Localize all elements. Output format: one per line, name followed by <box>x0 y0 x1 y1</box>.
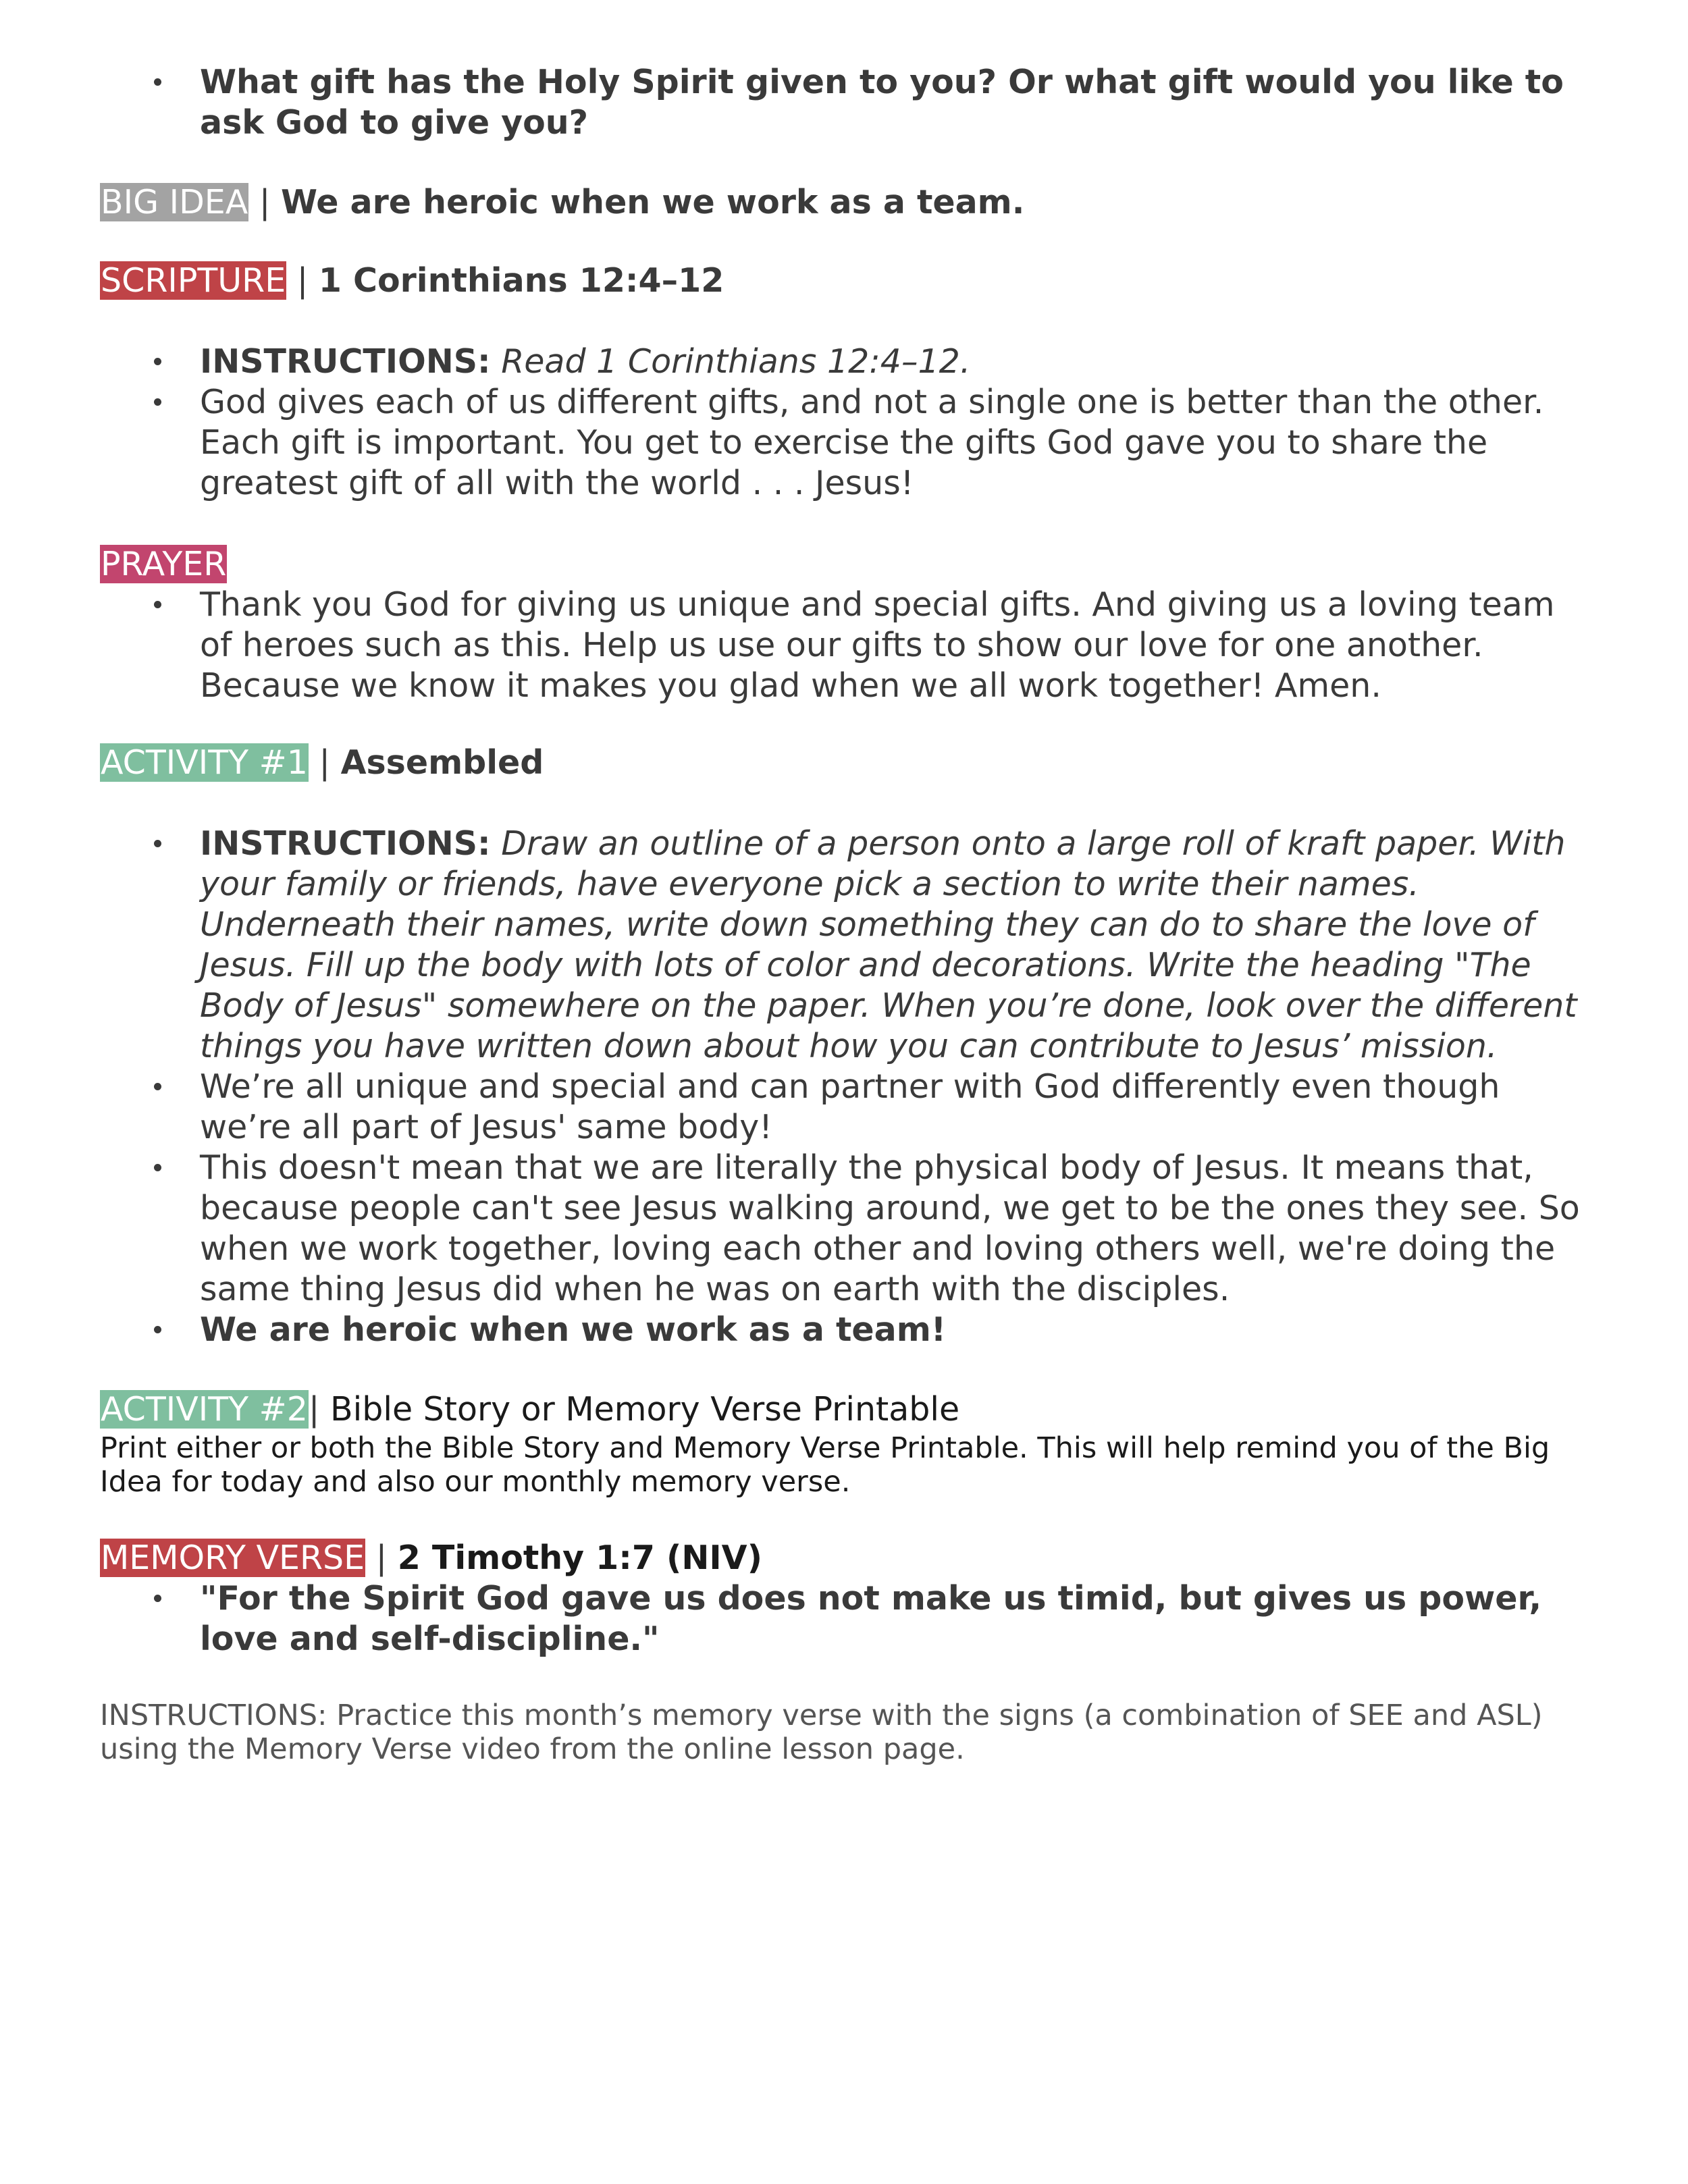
separator: | <box>308 1390 320 1429</box>
memory-verse-heading <box>100 1538 762 1578</box>
prayer-label: PRAYER <box>101 545 227 583</box>
activity1-big-idea: We are heroic when we work as a team! <box>200 1310 947 1349</box>
activity1-heading <box>100 743 544 783</box>
big-idea-text: We are heroic when we work as a team. <box>280 183 1025 221</box>
bullet-icon <box>154 78 161 86</box>
list-item <box>100 342 1592 382</box>
list-item <box>100 382 1592 504</box>
big-idea-heading <box>100 182 1024 223</box>
memory-verse-label: MEMORY VERSE <box>101 1539 365 1577</box>
list-item <box>100 1578 1592 1659</box>
activity1-unique-text: We’re all unique and special and can partner with God differently even though we’re all part of Jesus' same body! <box>200 1067 1500 1146</box>
scripture-body: God gives each of us different gifts, and not a single one is better than the other. Each gift is important. You get to exercise the gifts God gave you to share the greatest gift of all with the world . . . Jesus! <box>200 383 1544 502</box>
list-item <box>100 585 1592 706</box>
activity1-title: Assembled <box>340 743 544 782</box>
activity2-text: Print either or both the Bible Story and Memory Verse Printable. This will help remind you of the Big Idea for today and also our monthly memory verse. <box>100 1431 1550 1499</box>
separator: | <box>296 261 309 300</box>
bullet-icon <box>154 1595 161 1602</box>
prayer-heading <box>100 544 227 585</box>
scripture-label: SCRIPTURE <box>101 261 286 300</box>
instructions-lead: INSTRUCTIONS: <box>200 342 491 381</box>
gift-question: What gift has the Holy Spirit given to you? Or what gift would you like to ask God to give you? <box>200 63 1564 142</box>
activity1-body-text: This doesn't mean that we are literally the physical body of Jesus. It means that, because people can't see Jesus walking around, we get to be the ones they see. So when we work together, loving each other and loving others well, we're doing the same thing Jesus did when he was on earth with the disciples. <box>200 1148 1580 1308</box>
bullet-icon <box>154 358 161 365</box>
memory-verse-list <box>100 1578 1592 1659</box>
memory-verse-reference: 2 Timothy 1:7 (NIV) <box>397 1539 762 1577</box>
activity2-label: ACTIVITY #2 <box>101 1390 308 1429</box>
bullet-icon <box>154 1164 161 1171</box>
activity2-title: Bible Story or Memory Verse Printable <box>330 1390 960 1429</box>
activity1-list <box>100 824 1592 1350</box>
prayer-list <box>100 585 1592 706</box>
scripture-reference: 1 Corinthians 12:4–12 <box>318 261 724 300</box>
activity2-heading <box>100 1389 959 1430</box>
question-list <box>100 62 1592 143</box>
memory-verse-text: "For the Spirit God gave us does not make us timid, but gives us power, love and self-discipline." <box>200 1579 1542 1658</box>
closing-instructions: INSTRUCTIONS: Practice this month’s memory verse with the signs (a combination of SEE and ASL) using the Memory Verse video from the online lesson page. <box>100 1699 1543 1766</box>
bullet-icon <box>154 398 161 406</box>
prayer-text: Thank you God for giving us unique and special gifts. And giving us a loving team of heroes such as this. Help us use our gifts to show our love for one another. Because we know it makes you glad when we all work together! Amen. <box>200 585 1555 705</box>
activity1-label: ACTIVITY #1 <box>101 743 308 782</box>
scripture-heading <box>100 261 724 301</box>
activity1-instructions: Draw an outline of a person onto a large roll of kraft paper. With your family or friends, have everyone pick a section to write their names. Underneath their names, write down something they can do to share the love of Jesus. Fill up the body with lots of color and decorations. Write the heading "The Body of Jesus" somewhere on the paper. When you’re done, look over the different things you have written down about how you can contribute to Jesus’ mission. <box>200 824 1577 1065</box>
list-item <box>100 62 1592 143</box>
instructions-lead: INSTRUCTIONS: <box>200 824 491 863</box>
separator: | <box>319 743 330 782</box>
separator: | <box>259 183 271 221</box>
separator: | <box>375 1539 388 1577</box>
list-item <box>100 824 1592 1067</box>
bullet-icon <box>154 601 161 608</box>
bullet-icon <box>154 840 161 847</box>
big-idea-label: BIG IDEA <box>101 183 248 221</box>
bullet-icon <box>154 1083 161 1090</box>
list-item <box>100 1067 1592 1148</box>
bullet-icon <box>154 1326 161 1333</box>
scripture-list <box>100 342 1592 504</box>
list-item <box>100 1148 1592 1310</box>
list-item <box>100 1310 1592 1350</box>
scripture-instructions: Read 1 Corinthians 12:4–12. <box>501 342 971 381</box>
